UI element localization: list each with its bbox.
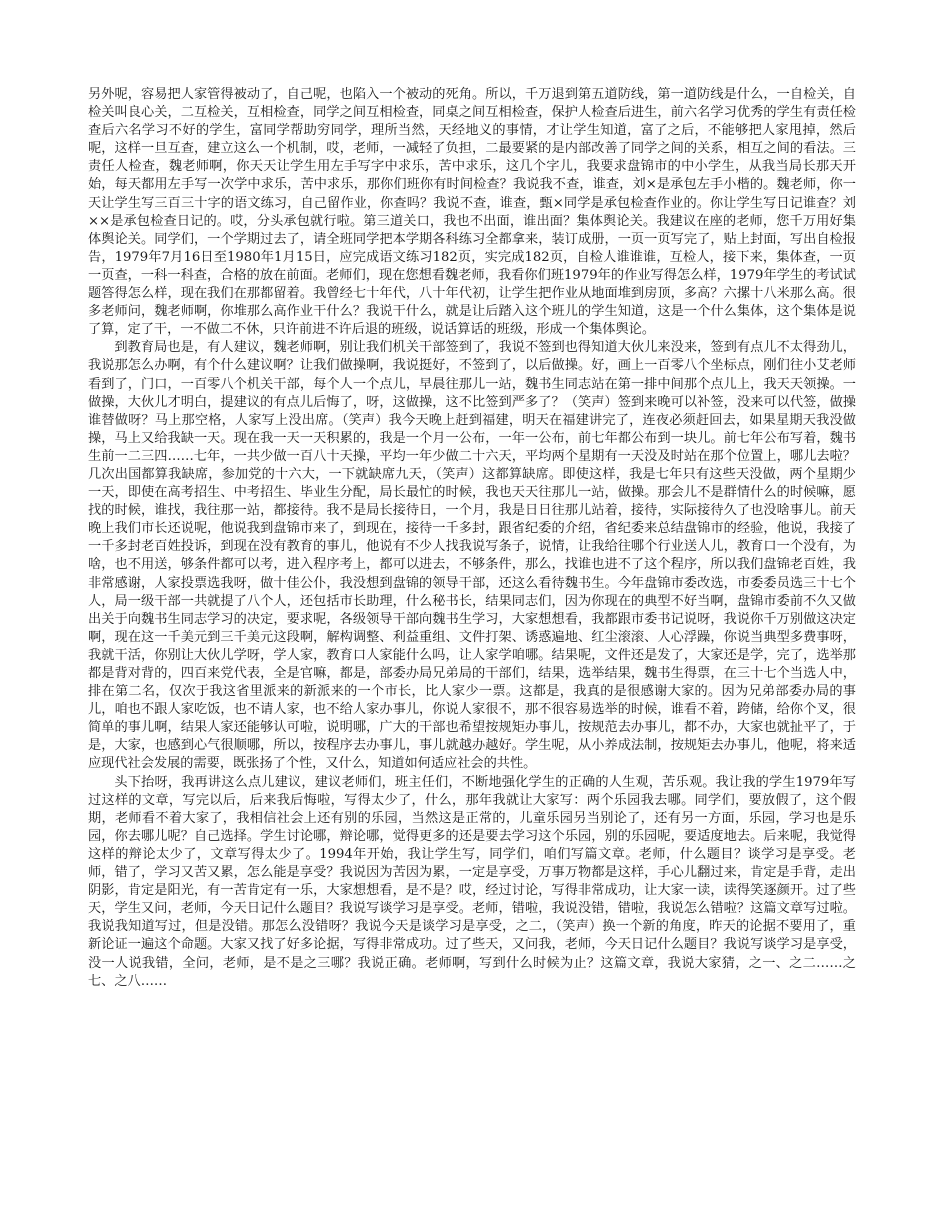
paragraph-1: 另外呢，容易把人家管得被动了，自己呢，也陷入一个被动的死角。所以，千万退到第五道防线，第一道防线是什么，一自检关，自检关叫良心关，二互检关，互相检查，同学之间互相检查，同桌之间互相检查，保护人检查后进生，前六名学习优秀的学生有责任检查后六名学习不好的学生，富同学帮助穷同学，理所当然，天经地义的事情，才让学生知道，富了之后，不能够把人家甩掉，然后呢，这样一旦互查，建立这么一个机制，哎，老师，一减轻了负担，二最要紧的是内部改善了同学之间的关系，相互之间的看法。三责任人检查，魏老师啊，你天天让学生用左手写字中求乐，苦中求乐，这几个字儿，我要求盘锦市的中小学生，从我当局长那天开始，每天都用左手写一次学中求乐，苦中求乐，那你们班你有时间检查？我说我不查，谁查，刘×是承包左手小楷的。魏老师，你一天让学生写三百三十字的语文练习，自己留作业，你查吗？我说不查，谁查，甄×同学是承包检查作业的。你让学生写日记谁查？刘××是承包检查日记的。哎，分头承包就行啦。第三道关口，我也不出面，谁出面？集体舆论关。我建议在座的老师，您千万用好集体舆论关。同学们，一个学期过去了，请全班同学把本学期各科练习全都拿来，装订成册，一页一页写完了，贴上封面，写出自检报告，1979年7月16日至1980年1月15日，应完成语文练习182页，实完成182页，自检人谁谁谁，互检人，接下来，集体查，一页一页查，一科一科查，合格的放在前面。老师们，现在您想看魏老师，我看你们班1979年的作业写得怎么样，1979年学生的考试试题答得怎么样，现在我们在那都留着。我曾经七十年代，八十年代初，让学生把作业从地面堆到房顶，多高？六摞十八米那么高。很多老师问，魏老师啊，你堆那么高作业干什么？我说干什么，就是让后踏入这个班儿的学生知道，这是一个什么集体，这个集体是说了算，定了干，一不做二不休，只许前进不许后退的班级，说话算话的班级，形成一个集体舆论。 — [88, 87, 856, 338]
document-page — [88, 86, 856, 991]
paragraph-3: 头下抬呀，我再讲这么点儿建议，建议老师们，班主任们，不断地强化学生的正确的人生观，苦乐观。我让我的学生1979年写过这样的文章，写完以后，后来我后悔啦，写得太少了，什么，那年我就让大家写：两个乐园我去哪。同学们，要放假了，这个假期，老师看不着大家了，我相信社会上还有别的乐园，当然这是正常的，儿童乐园另当别论了，还有另一方面，乐园，学习也是乐园，你去哪儿呢？自己选择。学生讨论哪，辩论哪，觉得更多的还是要去学习这个乐园，别的乐园呢，要适度地去。后来呢，我觉得这样的辩论太少了，文章写得太少了。1994年开始，我让学生写，同学们，咱们写篇文章。老师，什么题目？谈学习是享受。老师，错了，学习又苦又累，怎么能是享受？我说因为苦因为累，一定是享受，万事万物都是这样，手心儿翻过来，肯定是手背，走出阴影，肯定是阳光，有一苦肯定有一乐，大家想想看，是不是？哎，经过讨论，写得非常成功，让大家一读，读得笑逐颜开。过了些天，学生又问，老师，今天日记什么题目？我说写谈学习是享受。老师，错啦，我说没错，错啦，我说怎么错啦？这篇文章写过啦。我说我知道写过，但是没错。那怎么没错呀？我说今天是谈学习是享受，之二，（笑声）换一个新的角度，昨天的论据不要用了，重新论证一遍这个命题。大家又找了好多论据，写得非常成功。过了些天，又问我，老师，今天日记什么题目？我说写谈学习是享受，没一人说我错，全问，老师，是不是之三哪？我说正确。老师啊，写到什么时候为止？这篇文章，我说大家猜，之一、之二……之七、之八…… — [88, 774, 856, 989]
paragraph-2: 到教育局也是，有人建议，魏老师啊，别让我们机关干部签到了，我说不签到也得知道大伙儿来没来，签到有点儿不太得劲儿，我说那怎么办啊，有个什么建议啊？让我们做操啊，我说挺好，不签到了，以后做操。好，画上一百零八个坐标点，刚们往小艾老师看到了，门口，一百零八个机关干部，每个人一个点儿，早晨往那儿一站，魏书生同志站在第一排中间那个点儿上，我天天领操。一做操，大伙儿才明白，提建议的有点儿后悔了，呀，这做操，这不比签到严多了？（笑声）签到来晚可以补签，没来可以代签，做操谁替做呀？马上那空格，人家写上没出席。（笑声）我今天晚上赶到福建，明天在福建讲完了，连夜必须赶回去，如果星期天我没做操，马上又给我缺一天。现在我一天一天积累的，我是一个月一公布，一年一公布，前七年都公布到一块儿。前七年公布写着，魏书生前一二三四……七年，一共少做一百八十天操，平均一年少做二十六天，平均两个星期有一天没及时站在那个位置上，哪儿去啦？几次出国都算我缺席，参加党的十六大，一下就缺席九天，（笑声）这都算缺席。即使这样，我是七年只有这些天没做，两个星期少一天，即使在高考招生、中考招生、毕业生分配，局长最忙的时候，我也天天往那儿一站，做操。那会儿不是群情什么的时候嘛，愿找的时候，谁找，我往那一站，都接待。我不是局长接待日，一个月，我是日日往那儿站着，接待，实际接待久了也没啥事儿。前天晚上我们市长还说呢，他说我到盘锦市来了，到现在，接待一千多封，跟省纪委的介绍，省纪委来总结盘锦市的经验，他说，我接了一千多封老百姓投诉，到现在没有教育的事儿，他说有不少人找我说写条子，说情，让我给往哪个行业送人儿，教育口一个没有，为啥，也不用送，够条件都可以考，进入程序考上，都可以进去，不够条件，那么，找谁也进不了这个程序，所以我们盘锦老百姓，我非常感谢，人家投票选我呀，做十佳公仆，我没想到盘锦的领导干部，还这么看待魏书生。今年盘锦市委改选，市委委员选三十七个人，局一级干部一共就提了八个人，还包括市长助理，什么秘书长，结果同志们，因为你现在的典型不好当啊，盘锦市委前不久又做出关于向魏书生同志学习的决定，要求呢，各级领导干部向魏书生学习，大家想想看，我都跟市委书记说呀，我说你千万别做这决定啊，现在这一千美元到三千美元这段啊，解构调整、利益重组、文件打架、诱惑遍地、红尘滚滚、人心浮躁，你说当典型多费事呀，我就干活，你别让大伙儿学呀，学人家，教育口人家能什么吗，让人家学咱哪。结果呢，文件还是发了，大家还是学，完了，选举那都是背对背的，四百来党代表，全是官嘛，都是，部委办局兄弟局的干部们，结果，选举结果，魏书生得票，在三十七个当选人中，排在第二名，仅次于我这省里派来的新派来的一个市长，比人家少一票。这都是，我真的是很感谢大家的。因为兄弟部委办局的事儿，咱也不跟人家吃饭，也不请人家，也不给人家办事儿，你说人家很不，那不很容易选举的时候，谁看不着，跨储，给你个叉，很简单的事儿啊，结果人家还能够认可啦，说明哪，广大的干部也希望按规矩办事儿，按规范去办事儿，都不办，大家也就扯平了，于是，大家，也感到心气很顺哪，所以，按程序去办事儿，事儿就越办越好。学生呢，从小养成法制，按规矩去办事儿，他呢，将来适应现代社会发展的需要，既张扬了个性，又什么，知道如何适应社会的共性。 — [88, 340, 856, 772]
